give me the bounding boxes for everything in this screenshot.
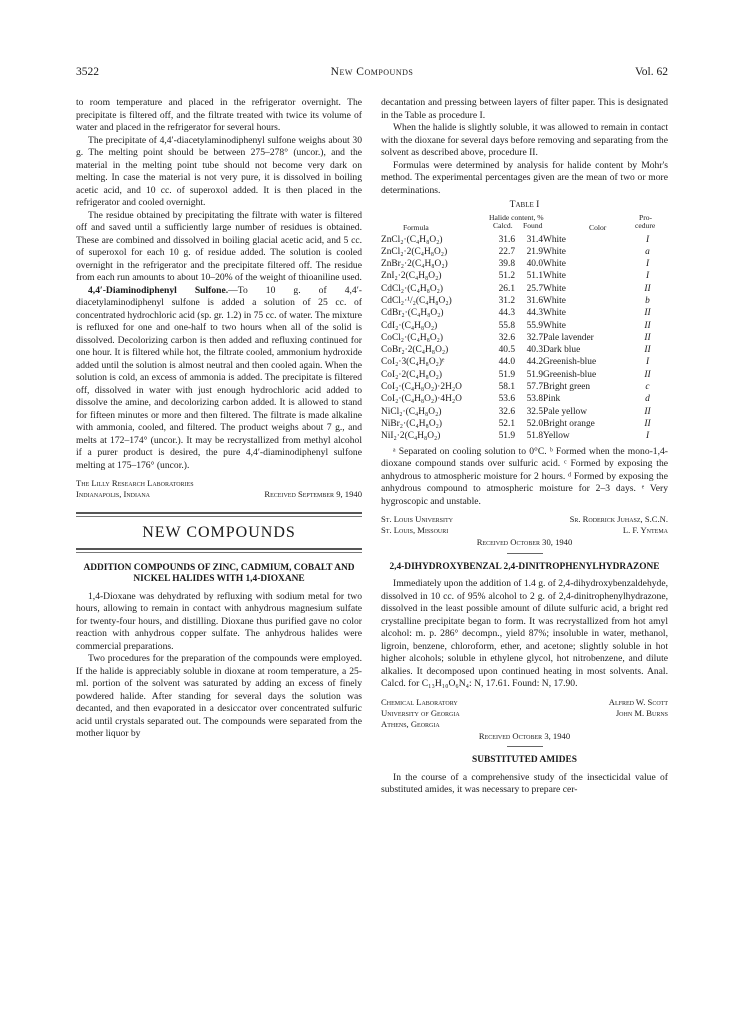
table-row — [381, 418, 668, 430]
cell-color: White — [543, 234, 566, 245]
table-title: Table I — [509, 199, 540, 210]
cell-found: 55.9 — [526, 320, 543, 331]
cell-procedure: I — [645, 234, 650, 245]
table-row — [381, 332, 668, 344]
cell-procedure: d — [645, 394, 650, 405]
cell-color: White — [543, 295, 566, 306]
header-procedure-bottom: cedure — [635, 220, 656, 230]
author: L. F. Yntema — [622, 525, 668, 536]
cell-color: Greenish-blue — [543, 357, 597, 368]
table-row — [381, 307, 668, 319]
cell-found: 40.3 — [526, 345, 543, 356]
cell-color: White — [543, 320, 566, 331]
section-rule-top — [76, 512, 362, 517]
halide-table — [381, 234, 668, 443]
received-date: Received October 30, 1940 — [476, 537, 573, 548]
table-row — [381, 258, 668, 270]
article-title: SUBSTITUTED AMIDES — [472, 755, 577, 766]
cell-formula: CoI₂·3(C₄H₈O₂)ᵉ — [381, 357, 445, 368]
cell-calcd: 31.6 — [498, 234, 515, 245]
affiliation: University of Georgia — [381, 707, 460, 718]
table-row — [381, 369, 668, 381]
cell-formula: ZnCl₂·2(C₄H₈O₂) — [381, 246, 448, 257]
cell-color: Pink — [543, 394, 561, 405]
cell-color: Bright orange — [543, 418, 595, 429]
cell-color: White — [543, 271, 566, 282]
affiliation-city: St. Louis, Missouri — [381, 525, 449, 536]
cell-calcd: 32.6 — [498, 406, 515, 417]
cell-color: White — [543, 308, 566, 319]
received-date: Received September 9, 1940 — [264, 489, 362, 499]
cell-found: 51.9 — [526, 369, 543, 380]
cell-found: 25.7 — [526, 283, 543, 294]
cell-found: 31.6 — [526, 295, 543, 306]
paragraph: to room temperature and placed in the refrigerator overnight. The precipitate is filtered off, and the filtrate treated with twice its volume of water and placed in the refrigerator for several hours. — [76, 97, 362, 133]
table-row — [381, 393, 668, 405]
signature-block — [381, 697, 668, 743]
cell-formula: CdBr₂·(C₄H₈O₂) — [381, 308, 444, 319]
cell-procedure: II — [644, 308, 651, 319]
header-color: Color — [589, 222, 607, 232]
cell-calcd: 55.8 — [498, 320, 515, 331]
cell-calcd: 58.1 — [498, 382, 515, 393]
cell-calcd: 44.0 — [498, 357, 515, 368]
cell-found: 44.2 — [526, 357, 543, 368]
cell-procedure: II — [644, 418, 651, 429]
section-title: NEW COMPOUNDS — [142, 524, 296, 541]
cell-procedure: II — [644, 345, 651, 356]
signature-block — [381, 514, 668, 549]
cell-procedure: c — [645, 382, 650, 393]
cell-found: 57.7 — [526, 382, 543, 393]
cell-formula: CoI₂·2(C₄H₈O₂) — [381, 369, 442, 380]
cell-found: 21.9 — [526, 246, 543, 257]
cell-formula: ZnI₂·2(C₄H₈O₂) — [381, 271, 442, 282]
cell-formula: ZnCl₂·(C₄H₈O₂) — [381, 234, 443, 245]
affiliation: St. Louis University — [381, 514, 454, 525]
table-row — [381, 356, 668, 368]
cell-found: 32.7 — [526, 332, 543, 343]
divider — [507, 746, 543, 747]
cell-formula: NiCl₂·(C₄H₈O₂) — [381, 406, 442, 417]
paragraph-text: —To 10 g. of 4,4′-diacetylaminodiphenyl sulfone is added a solution of 25 cc. of concentrated hydrochloric acid (sp. gr. 1.2) in 75 cc. of water. The mixture is refluxed for one and one-half to two hours when all of the solid is dissolved. Decolorizing carbon is then added and refluxing continued for one hour. It is filtered while hot, the filtrate cooled, ammonium hydroxide added until the solution is almost neutral and then cooled again. When the solution is cold, an excess of ammonia is added. The precipitate is filtered off, dissolved in water with just enough hydrochloric acid added to dissolve the amine, and decolorizing carbon added. It is allowed to stand for fifteen minutes or more and then filtered. The filtrate is made alkaline with ammonia, cooled, and filtered. The product weighs about 7 g., and melts at 172–174° (uncor.). It may be recrystallized from methyl alcohol if a purer product is desired, the pure 4,4′-diaminodiphenyl sulfone melting at 175–176° (uncor.). — [76, 284, 363, 471]
affiliation: Chemical Laboratory — [381, 696, 458, 707]
paragraph: 1,4-Dioxane was dehydrated by refluxing with sodium metal for two hours, allowing to remain in contact with anhydrous magnesium sulfate for twenty-four hours, and distilling. Dioxane thus purified gave no color reaction with anhydrous copper sulfate. The anhydrous halides were commercial preparations. — [76, 590, 362, 652]
table-row — [381, 320, 668, 332]
cell-found: 52.0 — [526, 418, 543, 429]
cell-procedure: II — [644, 332, 651, 343]
cell-formula: ZnBr₂·2(C₄H₈O₂) — [381, 259, 448, 270]
cell-procedure: II — [644, 369, 651, 380]
volume-label: Vol. 62 — [634, 66, 668, 78]
cell-formula: CdCl₂·¹/₂(C₄H₈O₂) — [381, 295, 452, 306]
table-row — [381, 406, 668, 418]
paragraph: Two procedures for the preparation of the compounds were employed. If the halide is appreciably soluble in dioxane at room temperature, a 25-ml. portion of the solvent was saturated by adding an excess of finely powdered halide. After standing for several days the solution was decanted, and then evaporated in a desiccator over concentrated sulfuric acid until crystals separated out. The compounds were separated from the mother liquor by — [76, 653, 362, 739]
cell-color: Pale lavender — [543, 332, 594, 343]
cell-formula: NiBr₂·(C₄H₈O₂) — [381, 418, 442, 429]
cell-found: 51.1 — [526, 271, 543, 282]
cell-calcd: 53.6 — [498, 394, 515, 405]
table-row — [381, 344, 668, 356]
cell-found: 40.0 — [526, 259, 543, 270]
cell-calcd: 26.1 — [498, 283, 515, 294]
table-footnotes: ᵃ Separated on cooling solution to 0°C. ᵇ Formed when the mono-1,4-dioxane compound stands over sulfuric acid. ᶜ Formed by exposing the anhydrous to atmospheric moisture for 2 hours. ᵈ Formed by exposing the anhydrous compound to atmospheric moisture for 2–3 days. ᵉ Very hygroscopic and unstable. — [381, 445, 668, 507]
cell-calcd: 52.1 — [498, 418, 515, 429]
cell-procedure: a — [645, 246, 650, 257]
table-header — [381, 212, 668, 234]
cell-procedure: I — [645, 271, 650, 282]
cell-color: Pale yellow — [543, 406, 588, 417]
cell-found: 53.8 — [526, 394, 543, 405]
cell-procedure: II — [644, 406, 651, 417]
cell-found: 32.5 — [526, 406, 543, 417]
author: Sr. Roderick Juhasz, S.C.N. — [569, 514, 668, 525]
cell-formula: CoI₂·(C₄H₈O₂)·4H₂O — [381, 394, 462, 405]
cell-procedure: I — [645, 431, 650, 442]
lab-name: The Lilly Research Laboratories — [76, 478, 194, 488]
cell-procedure: II — [644, 320, 651, 331]
paragraph: decantation and pressing between layers of filter paper. This is designated in the Table as procedure I. — [381, 97, 668, 121]
cell-color: White — [543, 246, 566, 257]
cell-calcd: 51.9 — [498, 369, 515, 380]
page-number: 3522 — [76, 66, 99, 78]
page-header — [76, 66, 668, 82]
author: Alfred W. Scott — [608, 696, 668, 707]
divider — [507, 553, 543, 554]
cell-color: Bright green — [543, 382, 591, 393]
cell-color: White — [543, 283, 566, 294]
header-formula: Formula — [403, 222, 429, 232]
paragraph: Formulas were determined by analysis for halide content by Mohr's method. The experimental percentages given are the mean of two or more determinations. — [381, 159, 668, 196]
running-title: New Compounds — [330, 66, 414, 78]
cell-procedure: I — [645, 259, 650, 270]
cell-calcd: 51.2 — [498, 271, 515, 282]
left-column — [76, 97, 362, 741]
cell-formula: CoCl₂·(C₄H₈O₂) — [381, 332, 444, 343]
header-halide: Halide content, % — [489, 212, 544, 222]
cell-formula: CdCl₂·(C₄H₈O₂) — [381, 283, 444, 294]
header-found: Found — [523, 220, 543, 230]
cell-found: 31.4 — [526, 234, 543, 245]
cell-formula: CoBr₂·2(C₄H₈O₂) — [381, 345, 449, 356]
cell-calcd: 31.2 — [498, 295, 515, 306]
cell-procedure: I — [645, 357, 650, 368]
cell-found: 51.8 — [526, 431, 543, 442]
paragraph: The precipitate of 4,4′-diacetylaminodiphenyl sulfone weighs about 30 g. The melting point should be between 275–278° (uncor.), and the material in the melting point tube should not become very dark on melting. In case the material is not very pure, it is dissolved in boiling acetic acid, and 10 cc. of superoxol added. It is then placed in the refrigerator and cooled overnight. — [76, 134, 362, 208]
cell-calcd: 44.3 — [498, 308, 515, 319]
paragraph: Immediately upon the addition of 1.4 g. of 2,4-dihydroxybenzaldehyde, dissolved in 10 cc. of 95% alcohol to 2 g. of 2,4-dinitrophenylhydrazone, dissolved in the least possible amount of dilute sulfuric acid, a bright red crystalline precipitate began to form. It was recrystallized from hot amyl alcohol: m. p. 286° decompn., yield 87%; insoluble in water, methanol, ligroin, benzene, chloroform, ether, and acetone; slightly soluble in hot higher alcohols; soluble in ethylene glycol, hot nitrobenzene, and dilute alkalies. It decomposed upon continued heating in most solvents. Anal. Calcd. for C₁₃H₁₀O₆N₄: N, 17.61. Found: N, 17.90. — [381, 578, 668, 690]
paragraph: The residue obtained by precipitating the filtrate with water is filtered off and saved until a sufficiently large number of residues is obtained. These are combined and dissolved in boiling glacial acetic acid, and 5 cc. of superoxol for each 10 g. of residue added. The solution is cooled overnight in the refrigerator and the precipitate filtered off. The residue from each run amounts to about 10–20% of the weight of thioaniline used. — [76, 209, 362, 283]
cell-color: Dark blue — [543, 345, 581, 356]
table-row — [381, 283, 668, 295]
lab-city: Indianapolis, Indiana — [76, 489, 151, 499]
cell-calcd: 32.6 — [498, 332, 515, 343]
table-row — [381, 246, 668, 258]
header-procedure-top: Pro- — [639, 212, 653, 222]
cell-color: White — [543, 259, 566, 270]
table-row — [381, 381, 668, 393]
cell-formula: NiI₂·2(C₄H₈O₂) — [381, 431, 441, 442]
paragraph: When the halide is slightly soluble, it was allowed to remain in contact with the dioxane for several days before removing and separating from the solvent as described above, procedure II. — [381, 122, 668, 158]
paragraph: In the course of a comprehensive study of the insecticidal value of substituted amides, it was necessary to prepare cer- — [381, 771, 668, 796]
cell-calcd: 40.5 — [498, 345, 515, 356]
signature-block — [76, 478, 362, 500]
cell-found: 44.3 — [526, 308, 543, 319]
affiliation-city: Athens, Georgia — [381, 718, 440, 729]
paragraph — [76, 285, 362, 473]
received-date: Received October 3, 1940 — [478, 730, 571, 741]
cell-procedure: b — [645, 295, 650, 306]
cell-procedure: II — [644, 283, 651, 294]
table-row — [381, 270, 668, 282]
cell-calcd: 39.8 — [498, 259, 515, 270]
section-rule-bottom — [76, 548, 362, 553]
cell-color: Yellow — [543, 431, 570, 442]
table-row — [381, 430, 668, 442]
cell-calcd: 51.9 — [498, 431, 515, 442]
cell-color: Greenish-blue — [543, 369, 597, 380]
table-row — [381, 234, 668, 246]
header-calcd: Calcd. — [493, 220, 513, 230]
cell-formula: CdI₂·(C₄H₈O₂) — [381, 320, 438, 331]
cell-calcd: 22.7 — [498, 246, 515, 257]
author: John M. Burns — [615, 707, 668, 718]
article-title: 2,4-DIHYDROXYBENZAL 2,4-DINITROPHENYLHYDRAZONE — [389, 561, 660, 572]
table-row — [381, 295, 668, 307]
right-column — [381, 97, 668, 797]
cell-formula: CoI₂·(C₄H₈O₂)·2H₂O — [381, 382, 462, 393]
article-title: ADDITION COMPOUNDS OF ZINC, CADMIUM, COBALT AND NICKEL HALIDES WITH 1,4-DIOXANE — [83, 562, 355, 584]
subsection-heading: 4,4′-Diaminodiphenyl Sulfone. — [88, 284, 229, 296]
